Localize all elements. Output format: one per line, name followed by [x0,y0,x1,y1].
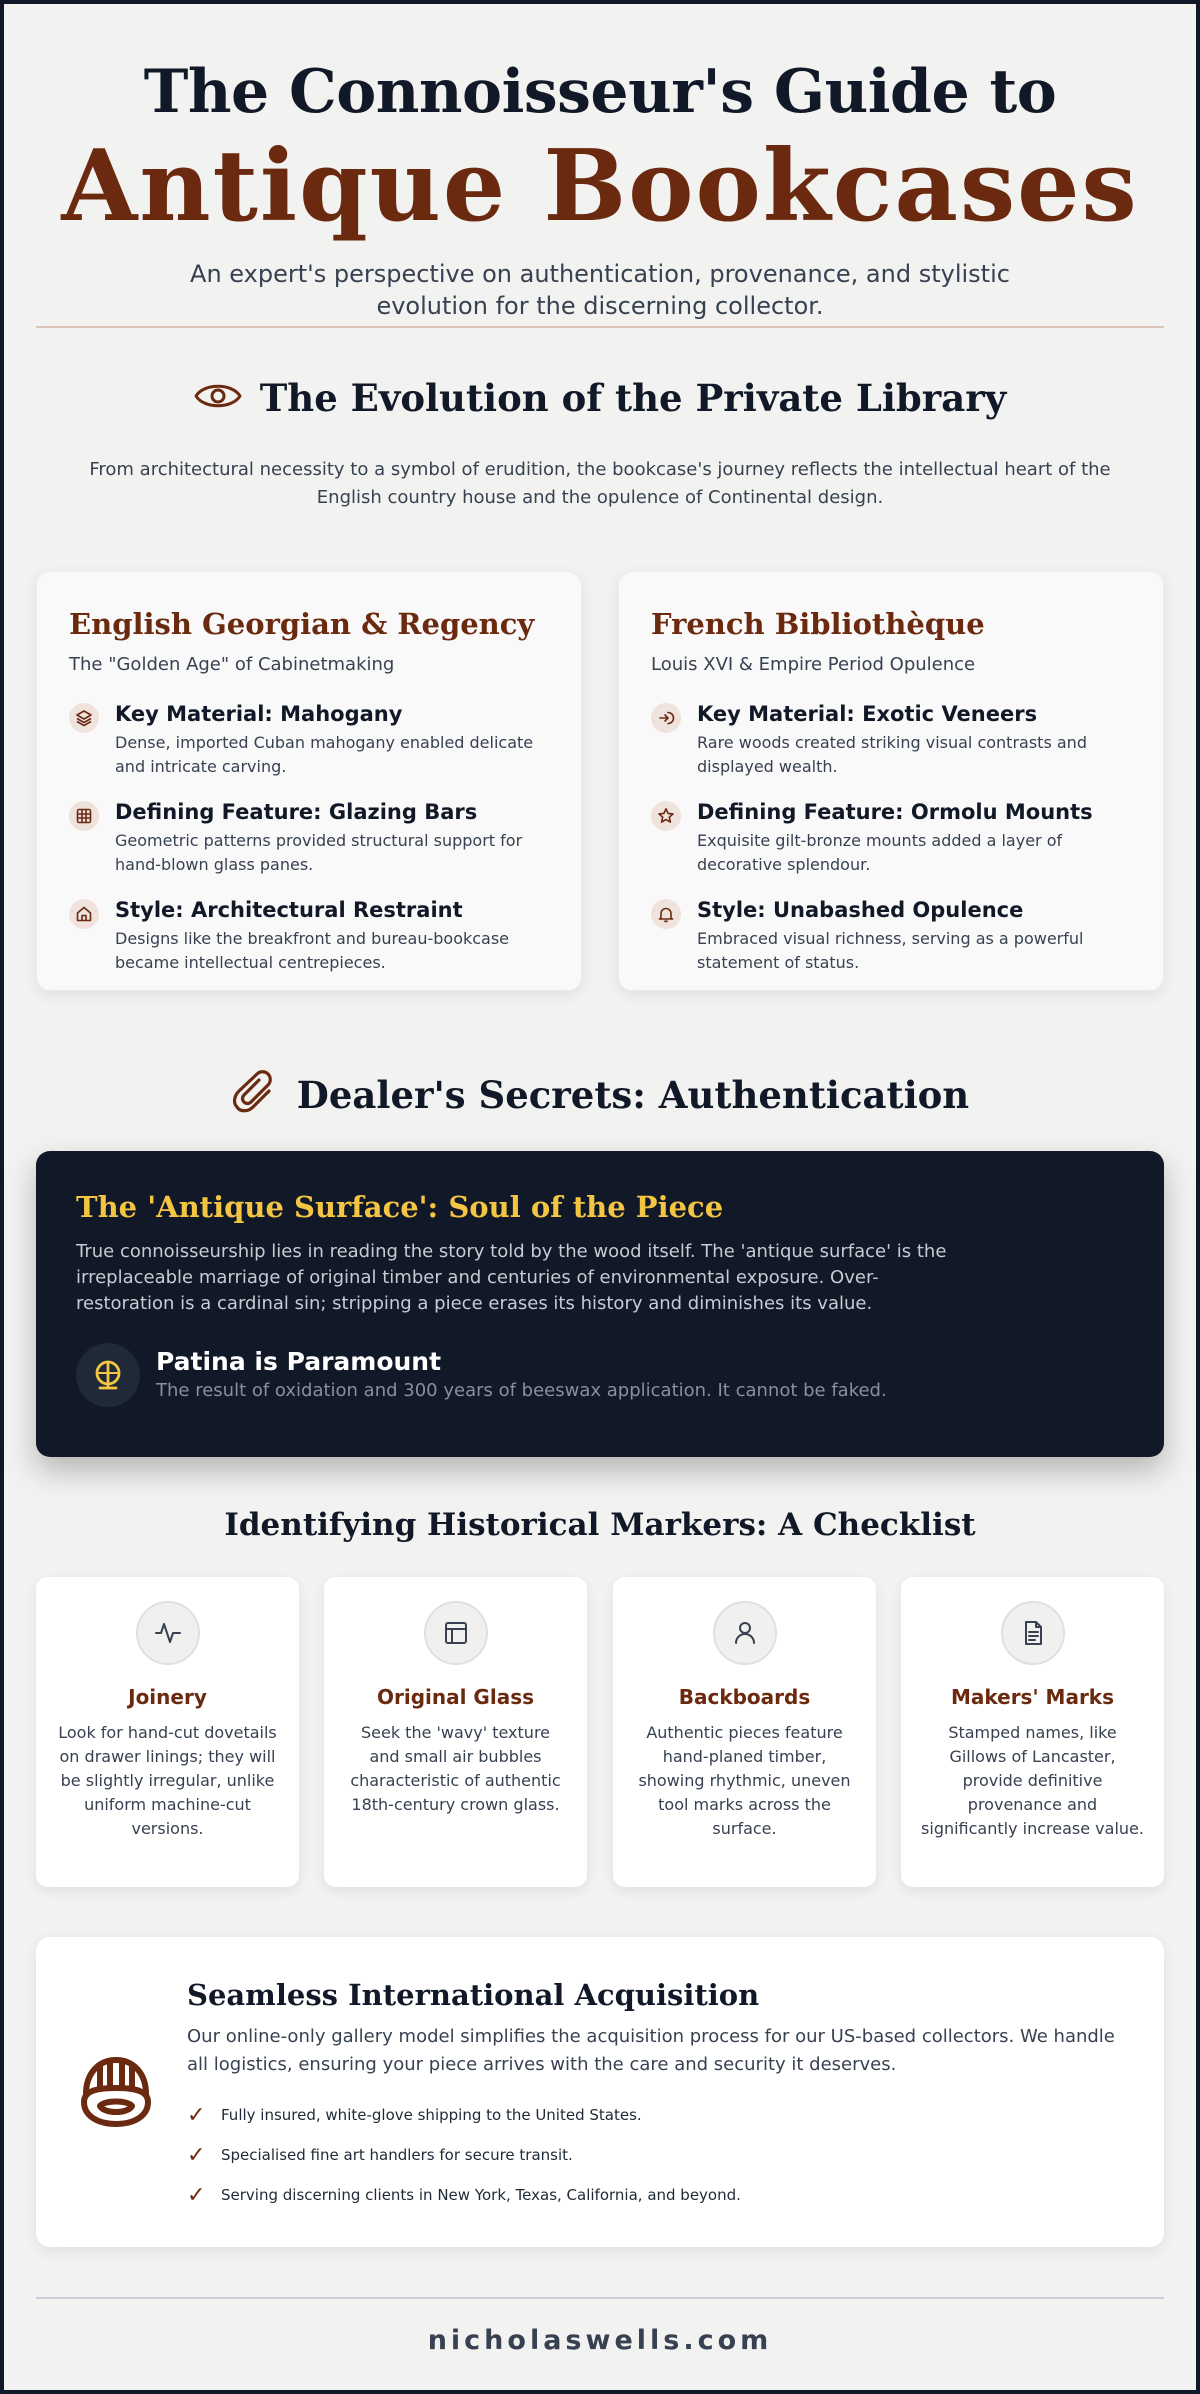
footer-site-link[interactable]: nicholaswells.com [427,2325,773,2356]
home-icon [69,899,99,929]
footer-divider [36,2297,1164,2299]
header-divider [36,326,1164,328]
feature-title: Style: Unabashed Opulence [697,898,1024,922]
feature-item [651,799,1131,877]
file-text-icon [1001,1601,1065,1665]
title-line-2: Antique Bookcases [61,129,1139,244]
feature-desc: Designs like the breakfront and bureau-bookcase became intellectual centrepieces. [115,929,510,972]
feature-title: Defining Feature: Ormolu Mounts [697,800,1093,824]
evolution-intro: From architectural necessity to a symbol of erudition, the bookcase's journey reflects the intellectual heart of the English country house and the opulence of Continental design. [89,459,1111,508]
list-item [187,2095,1127,2135]
marker-desc: Seek the 'wavy' texture and small air bubbles characteristic of authentic 18th-century crown glass. [350,1723,561,1814]
style-card-english [36,571,582,991]
list-item-text: Specialised fine art handlers for secure transit. [221,2146,573,2164]
activity-icon [136,1601,200,1665]
bell-icon [651,899,681,929]
list-item-text: Fully insured, white-glove shipping to the United States. [221,2106,642,2124]
list-item [187,2135,1127,2175]
panel-text: True connoisseurship lies in reading the story told by the wood itself. The 'antique surface' is the irreplaceable marriage of original timber and centuries of environmental exposure. Over-restoration is a cardinal sin; stripping a piece erases its history and diminishes its value. [76,1241,947,1314]
marker-card-joinery [36,1577,299,1887]
style-card-french [618,571,1164,991]
panel-title: The 'Antique Surface': Soul of the Piece [76,1190,724,1224]
grid-icon [69,801,99,831]
check-icon: ✓ [187,2142,206,2168]
feature-desc: Dense, imported Cuban mahogany enabled delicate and intricate carving. [115,733,534,776]
feature-desc: Exquisite gilt-bronze mounts added a layer of decorative splendour. [697,831,1063,874]
feature-desc: Embraced visual richness, serving as a powerful statement of status. [697,929,1084,972]
paperclip-icon [231,1069,279,1121]
layers-icon [69,703,99,733]
check-icon: ✓ [187,2102,206,2128]
marker-title: Original Glass [376,1685,535,1709]
feature-title: Key Material: Mahogany [115,702,403,726]
feature-title: Defining Feature: Glazing Bars [115,800,478,824]
login-icon [651,703,681,733]
card-title: French Bibliothèque [651,607,985,641]
feature-item [651,701,1131,779]
antique-surface-panel [36,1151,1164,1457]
marker-card-backboards [613,1577,876,1887]
feature-item [651,897,1131,975]
subtitle: An expert's perspective on authentication, provenance, and stylistic evolution for the discerning collector. [190,260,1010,320]
user-icon [713,1601,777,1665]
authentication-heading: Dealer's Secrets: Authentication [296,1073,970,1117]
marker-title: Backboards [678,1685,811,1709]
feature-desc: Rare woods created striking visual contrasts and displayed wealth. [697,733,1087,776]
marker-card-original-glass [324,1577,587,1887]
feature-desc: Geometric patterns provided structural support for hand-blown glass panes. [115,831,523,874]
card-era: Louis XVI & Empire Period Opulence [651,654,976,675]
shield-emblem-icon [76,1343,140,1407]
marker-desc: Authentic pieces feature hand-planed timber, showing rhythmic, uneven tool marks across the surface. [638,1723,851,1838]
card-title: English Georgian & Regency [69,607,535,641]
marker-desc: Stamped names, like Gillows of Lancaster, provide definitive provenance and significantly increase value. [921,1723,1144,1838]
marker-title: Joinery [128,1685,207,1709]
star-icon [651,801,681,831]
marker-card-makers-marks [901,1577,1164,1887]
feature-item [69,701,549,779]
acquisition-list [187,2095,1127,2215]
eye-icon [194,378,242,418]
acquisition-content [187,1975,1127,2215]
feature-item [69,799,549,877]
evolution-heading: The Evolution of the Private Library [259,376,1007,420]
card-era: The "Golden Age" of Cabinetmaking [69,654,395,675]
list-item-text: Serving discerning clients in New York, Texas, California, and beyond. [221,2186,741,2204]
feature-title: Style: Architectural Restraint [115,898,463,922]
evolution-heading-row [4,376,1196,420]
marker-desc: Look for hand-cut dovetails on drawer linings; they will be slightly irregular, unlike uniform machine-cut versions. [58,1723,277,1838]
patina-text: The result of oxidation and 300 years of beeswax application. It cannot be faked. [156,1380,887,1401]
title-line-1: The Connoisseur's Guide to [143,57,1057,127]
list-item [187,2175,1127,2215]
feature-title: Key Material: Exotic Veneers [697,702,1038,726]
acquisition-text: Our online-only gallery model simplifies the acquisition process for our US-based collectors. We handle all logistics, ensuring your piece arrives with the care and security it deserves. [187,2026,1115,2075]
feature-item [69,897,549,975]
page [4,4,1196,2390]
check-icon: ✓ [187,2182,206,2208]
patina-callout [76,1343,1124,1407]
patina-title: Patina is Paramount [156,1347,442,1376]
helmet-icon [76,2052,156,2136]
checklist-heading: Identifying Historical Markers: A Checklist [224,1507,976,1543]
authentication-heading-row [4,1069,1196,1121]
acquisition-title: Seamless International Acquisition [187,1978,760,2012]
marker-title: Makers' Marks [950,1685,1115,1709]
header [4,56,1196,322]
acquisition-panel [36,1937,1164,2247]
layout-icon [424,1601,488,1665]
